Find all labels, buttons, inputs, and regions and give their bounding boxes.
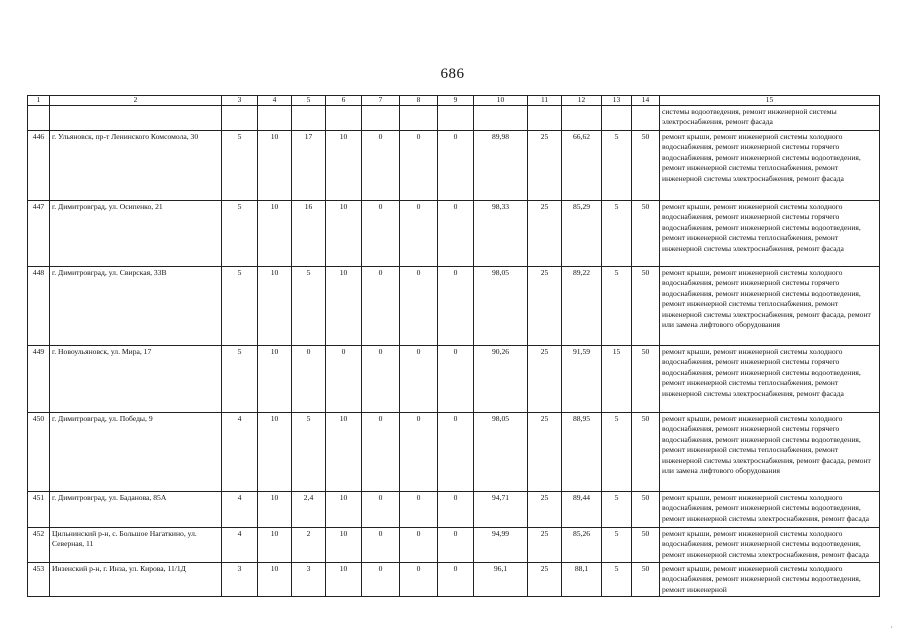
value-cell: 50	[632, 267, 660, 346]
works-cell: ремонт крыши, ремонт инженерной системы холодного водоснабжения, ремонт инженерной системы водоотведения, ремонт инженерной	[660, 563, 880, 597]
value-cell: 25	[528, 563, 562, 597]
value-cell: 10	[326, 131, 362, 201]
value-cell: 5	[602, 413, 632, 492]
value-cell: 98,05	[474, 413, 528, 492]
value-cell: 5	[602, 492, 632, 528]
works-cell: ремонт крыши, ремонт инженерной системы холодного водоснабжения, ремонт инженерной системы горячего водоснабжения, ремонт инженерной системы водоотведения, ремонт инженерной системы теплоснабжения, ремонт инженерной системы электроснабжения, ремонт фасада, ремонт или замена лифтового оборудования	[660, 267, 880, 346]
value-cell: 5	[602, 563, 632, 597]
value-cell: 50	[632, 492, 660, 528]
value-cell: 5	[222, 267, 258, 346]
row-number-cell: 446	[28, 131, 50, 201]
table-row	[28, 563, 880, 597]
column-number-cell: 14	[632, 96, 660, 106]
value-cell: 10	[258, 492, 292, 528]
value-cell: 17	[292, 131, 326, 201]
value-cell: 25	[528, 492, 562, 528]
value-cell: 3	[292, 563, 326, 597]
works-cell: ремонт крыши, ремонт инженерной системы холодного водоснабжения, ремонт инженерной системы горячего водоснабжения, ремонт инженерной системы водоотведения, ремонт инженерной системы теплоснабжения, ремонт инженерной системы электроснабжения, ремонт фасада, ремонт или замена лифтового оборудования	[660, 413, 880, 492]
column-number-cell: 2	[50, 96, 222, 106]
column-number-cell: 11	[528, 96, 562, 106]
continuation-row	[28, 106, 880, 131]
column-number-cell: 3	[222, 96, 258, 106]
value-cell: 0	[400, 492, 438, 528]
value-cell: 50	[632, 346, 660, 413]
value-cell: 3	[222, 563, 258, 597]
value-cell: 94,71	[474, 492, 528, 528]
row-number-cell: 449	[28, 346, 50, 413]
value-cell: 0	[400, 528, 438, 563]
value-cell: 2	[292, 528, 326, 563]
value-cell: 0	[438, 131, 474, 201]
value-cell: 0	[438, 492, 474, 528]
column-number-cell: 6	[326, 96, 362, 106]
value-cell: 66,62	[562, 131, 602, 201]
value-cell: 50	[632, 528, 660, 563]
register-table	[27, 95, 880, 597]
value-cell: 0	[438, 201, 474, 267]
value-cell: 5	[602, 201, 632, 267]
column-number-cell: 7	[362, 96, 400, 106]
value-cell: 25	[528, 413, 562, 492]
value-cell: 4	[222, 492, 258, 528]
row-number-cell: 452	[28, 528, 50, 563]
page-number: 686	[440, 66, 465, 82]
value-cell: 0	[400, 346, 438, 413]
row-number-cell: 453	[28, 563, 50, 597]
works-cell: ремонт крыши, ремонт инженерной системы холодного водоснабжения, ремонт инженерной системы водоотведения, ремонт инженерной системы электроснабжения, ремонт фасада	[660, 492, 880, 528]
address-cell: г. Новоульяновск, ул. Мира, 17	[50, 346, 222, 413]
value-cell: 10	[326, 492, 362, 528]
value-cell: 85,26	[562, 528, 602, 563]
column-number-cell: 5	[292, 96, 326, 106]
column-number-cell: 12	[562, 96, 602, 106]
value-cell: 0	[362, 267, 400, 346]
value-cell: 0	[362, 131, 400, 201]
works-cell: ремонт крыши, ремонт инженерной системы холодного водоснабжения, ремонт инженерной системы горячего водоснабжения, ремонт инженерной системы водоотведения, ремонт инженерной системы теплоснабжения, ремонт инженерной системы электроснабжения, ремонт фасада	[660, 201, 880, 267]
works-cell: ремонт крыши, ремонт инженерной системы холодного водоснабжения, ремонт инженерной системы водоотведения, ремонт инженерной системы электроснабжения, ремонт фасада	[660, 528, 880, 563]
scan-mark: ·	[890, 623, 893, 632]
column-number-cell: 10	[474, 96, 528, 106]
column-number-cell: 8	[400, 96, 438, 106]
value-cell: 10	[258, 563, 292, 597]
value-cell: 89,22	[562, 267, 602, 346]
value-cell: 10	[258, 528, 292, 563]
column-number-cell: 4	[258, 96, 292, 106]
value-cell: 0	[362, 413, 400, 492]
value-cell: 0	[400, 267, 438, 346]
value-cell: 15	[602, 346, 632, 413]
value-cell: 5	[292, 267, 326, 346]
address-cell: г. Димитровград, ул. Баданова, 85А	[50, 492, 222, 528]
value-cell: 0	[362, 563, 400, 597]
value-cell: 0	[362, 492, 400, 528]
value-cell: 25	[528, 131, 562, 201]
value-cell: 0	[438, 267, 474, 346]
register-body	[28, 96, 880, 597]
value-cell: 85,29	[562, 201, 602, 267]
value-cell: 5	[602, 528, 632, 563]
address-cell: г. Димитровград, ул. Свирская, 33В	[50, 267, 222, 346]
table-row	[28, 346, 880, 413]
value-cell: 25	[528, 528, 562, 563]
column-number-cell: 15	[660, 96, 880, 106]
value-cell: 25	[528, 201, 562, 267]
value-cell: 96,1	[474, 563, 528, 597]
table-row	[28, 528, 880, 563]
table-row	[28, 267, 880, 346]
column-number-row	[28, 96, 880, 106]
value-cell: 50	[632, 201, 660, 267]
continuation-works-cell: системы водоотведения, ремонт инженерной системы электроснабжения, ремонт фасада	[660, 106, 880, 131]
value-cell: 0	[438, 413, 474, 492]
value-cell: 4	[222, 528, 258, 563]
table-row	[28, 131, 880, 201]
value-cell: 0	[438, 528, 474, 563]
value-cell: 98,33	[474, 201, 528, 267]
value-cell: 5	[222, 201, 258, 267]
value-cell: 10	[258, 413, 292, 492]
value-cell: 50	[632, 131, 660, 201]
value-cell: 0	[438, 346, 474, 413]
address-cell: г. Ульяновск, пр-т Ленинского Комсомола, 30	[50, 131, 222, 201]
value-cell: 10	[258, 201, 292, 267]
value-cell: 89,98	[474, 131, 528, 201]
table-row	[28, 413, 880, 492]
value-cell: 10	[326, 413, 362, 492]
column-number-cell: 9	[438, 96, 474, 106]
value-cell: 0	[400, 413, 438, 492]
value-cell: 5	[222, 131, 258, 201]
works-cell: ремонт крыши, ремонт инженерной системы холодного водоснабжения, ремонт инженерной системы горячего водоснабжения, ремонт инженерной системы водоотведения, ремонт инженерной системы теплоснабжения, ремонт инженерной системы электроснабжения, ремонт фасада	[660, 346, 880, 413]
value-cell: 5	[292, 413, 326, 492]
value-cell: 0	[362, 346, 400, 413]
value-cell: 10	[258, 131, 292, 201]
column-number-cell: 13	[602, 96, 632, 106]
value-cell: 89,44	[562, 492, 602, 528]
value-cell: 94,99	[474, 528, 528, 563]
table-row	[28, 492, 880, 528]
value-cell: 10	[326, 563, 362, 597]
value-cell: 0	[400, 131, 438, 201]
value-cell: 10	[326, 528, 362, 563]
value-cell: 0	[438, 563, 474, 597]
value-cell: 88,95	[562, 413, 602, 492]
address-cell: Инзенский р-н, г. Инза, ул. Кирова, 11/1Д	[50, 563, 222, 597]
value-cell: 0	[362, 528, 400, 563]
works-cell: ремонт крыши, ремонт инженерной системы холодного водоснабжения, ремонт инженерной системы горячего водоснабжения, ремонт инженерной системы водоотведения, ремонт инженерной системы теплоснабжения, ремонт инженерной системы электроснабжения, ремонт фасада	[660, 131, 880, 201]
value-cell: 5	[222, 346, 258, 413]
value-cell: 0	[400, 563, 438, 597]
value-cell: 10	[326, 267, 362, 346]
value-cell: 0	[326, 346, 362, 413]
value-cell: 10	[258, 267, 292, 346]
value-cell: 0	[292, 346, 326, 413]
value-cell: 16	[292, 201, 326, 267]
row-number-cell: 450	[28, 413, 50, 492]
value-cell: 90,26	[474, 346, 528, 413]
address-cell: г. Димитровград, ул. Осипенко, 21	[50, 201, 222, 267]
value-cell: 5	[602, 131, 632, 201]
value-cell: 0	[362, 201, 400, 267]
address-cell: г. Димитровград, ул. Победы, 9	[50, 413, 222, 492]
value-cell: 98,05	[474, 267, 528, 346]
column-number-cell: 1	[28, 96, 50, 106]
address-cell: Цильнинский р-н, с. Большое Нагаткино, ул. Северная, 11	[50, 528, 222, 563]
table-row	[28, 201, 880, 267]
row-number-cell: 447	[28, 201, 50, 267]
value-cell: 50	[632, 413, 660, 492]
row-number-cell: 451	[28, 492, 50, 528]
value-cell: 4	[222, 413, 258, 492]
value-cell: 10	[326, 201, 362, 267]
value-cell: 25	[528, 346, 562, 413]
value-cell: 5	[602, 267, 632, 346]
value-cell: 91,59	[562, 346, 602, 413]
value-cell: 50	[632, 563, 660, 597]
row-number-cell: 448	[28, 267, 50, 346]
value-cell: 25	[528, 267, 562, 346]
value-cell: 0	[400, 201, 438, 267]
value-cell: 2,4	[292, 492, 326, 528]
value-cell: 10	[258, 346, 292, 413]
value-cell: 88,1	[562, 563, 602, 597]
